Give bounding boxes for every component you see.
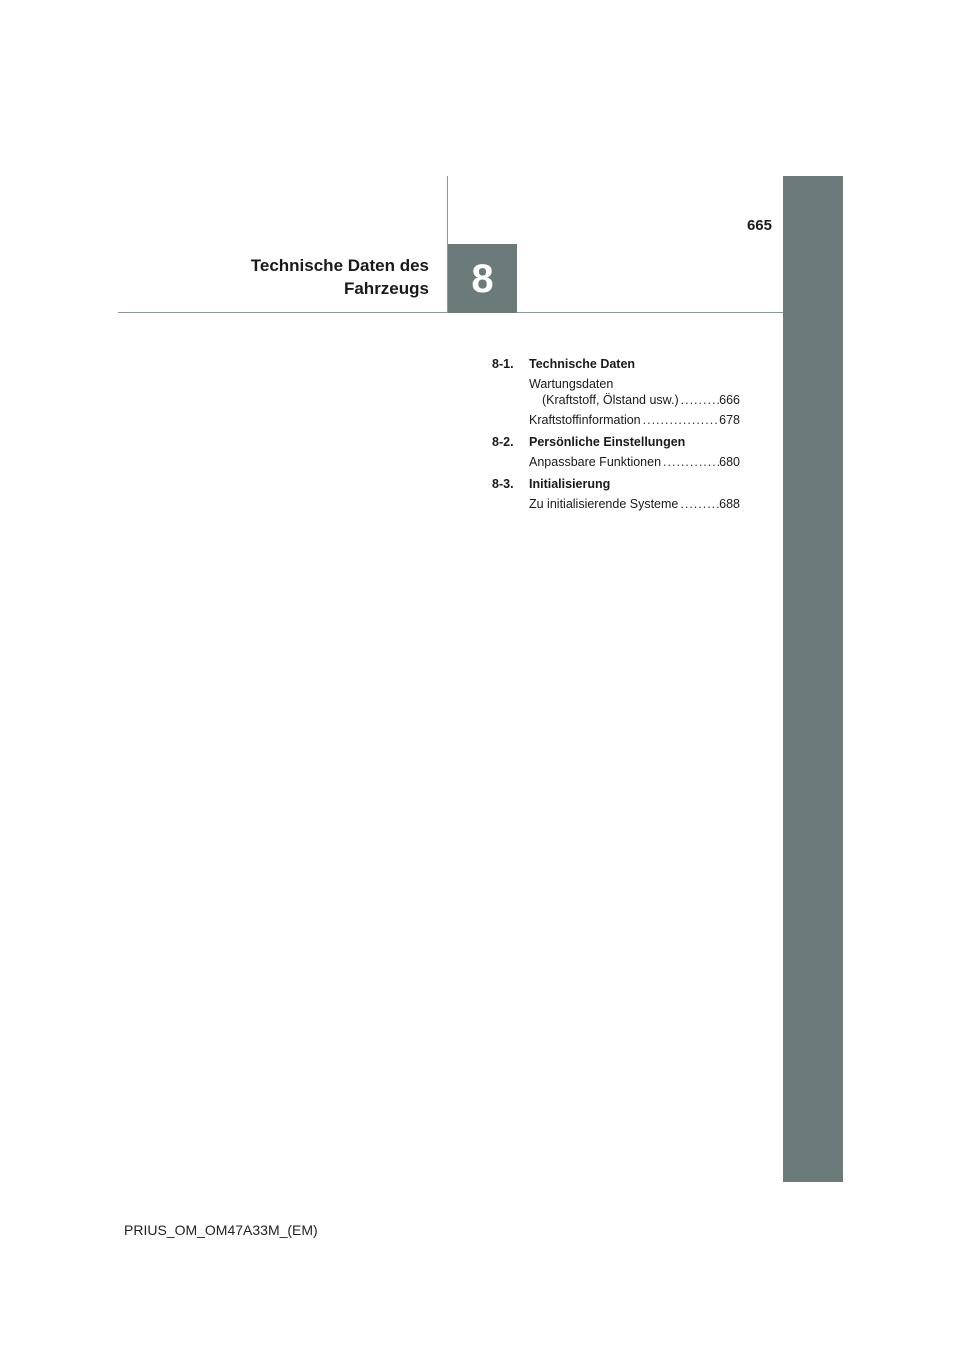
toc-leader-dots (678, 496, 719, 512)
chapter-title-line2: Fahrzeugs (343, 279, 429, 298)
toc-entry-subtitle: (Kraftstoff, Ölstand usw.) (542, 393, 679, 407)
toc-leader-dots (679, 392, 720, 408)
page-number: 665 (746, 217, 772, 234)
toc-section-title: Technische Daten (529, 357, 636, 371)
chapter-number: 8 (471, 256, 494, 301)
toc-section-8-3 (492, 476, 740, 512)
toc-leader-dots (661, 454, 719, 470)
toc-leader-dots (641, 412, 720, 428)
toc-section-heading[interactable] (492, 476, 740, 492)
chapter-title-line1: Technische Daten des (250, 256, 429, 275)
toc-entry-line (529, 392, 740, 408)
toc-entry-anpassbare-funktionen[interactable] (529, 454, 740, 470)
toc-entry-line (529, 412, 740, 428)
toc-entry-page: 666 (719, 393, 740, 407)
toc-entry-line (529, 496, 740, 512)
toc-entry-kraftstoffinformation[interactable] (529, 412, 740, 428)
toc-section-number: 8-3. (492, 477, 514, 491)
toc-entry-page: 678 (719, 413, 740, 427)
toc-section-number: 8-1. (492, 357, 514, 371)
toc-section-title: Initialisierung (529, 477, 611, 491)
toc-entry-page: 688 (719, 497, 740, 511)
toc-entry-title: Wartungsdaten (529, 377, 614, 391)
chapter-title (251, 254, 429, 300)
toc-section-title: Persönliche Einstellungen (529, 435, 686, 449)
toc-entry-line (529, 454, 740, 470)
chapter-side-tab (783, 176, 843, 1182)
toc-entry-title: Kraftstoffinformation (529, 413, 641, 427)
toc-entry-line (529, 376, 740, 392)
toc-section-heading[interactable] (492, 356, 740, 372)
toc-entry-page: 680 (719, 455, 740, 469)
toc-entry-zu-initialisierende-systeme[interactable] (529, 496, 740, 512)
toc-entry-title: Zu initialisierende Systeme (529, 497, 679, 511)
chapter-number-box (448, 244, 517, 313)
table-of-contents (492, 356, 740, 518)
toc-section-8-2 (492, 434, 740, 470)
toc-section-heading[interactable] (492, 434, 740, 450)
document-footer-code: PRIUS_OM_OM47A33M_(EM) (124, 1222, 318, 1238)
toc-entry-wartungsdaten[interactable] (529, 376, 740, 408)
toc-section-8-1 (492, 356, 740, 428)
toc-section-number: 8-2. (492, 435, 514, 449)
toc-entry-title: Anpassbare Funktionen (529, 455, 662, 469)
